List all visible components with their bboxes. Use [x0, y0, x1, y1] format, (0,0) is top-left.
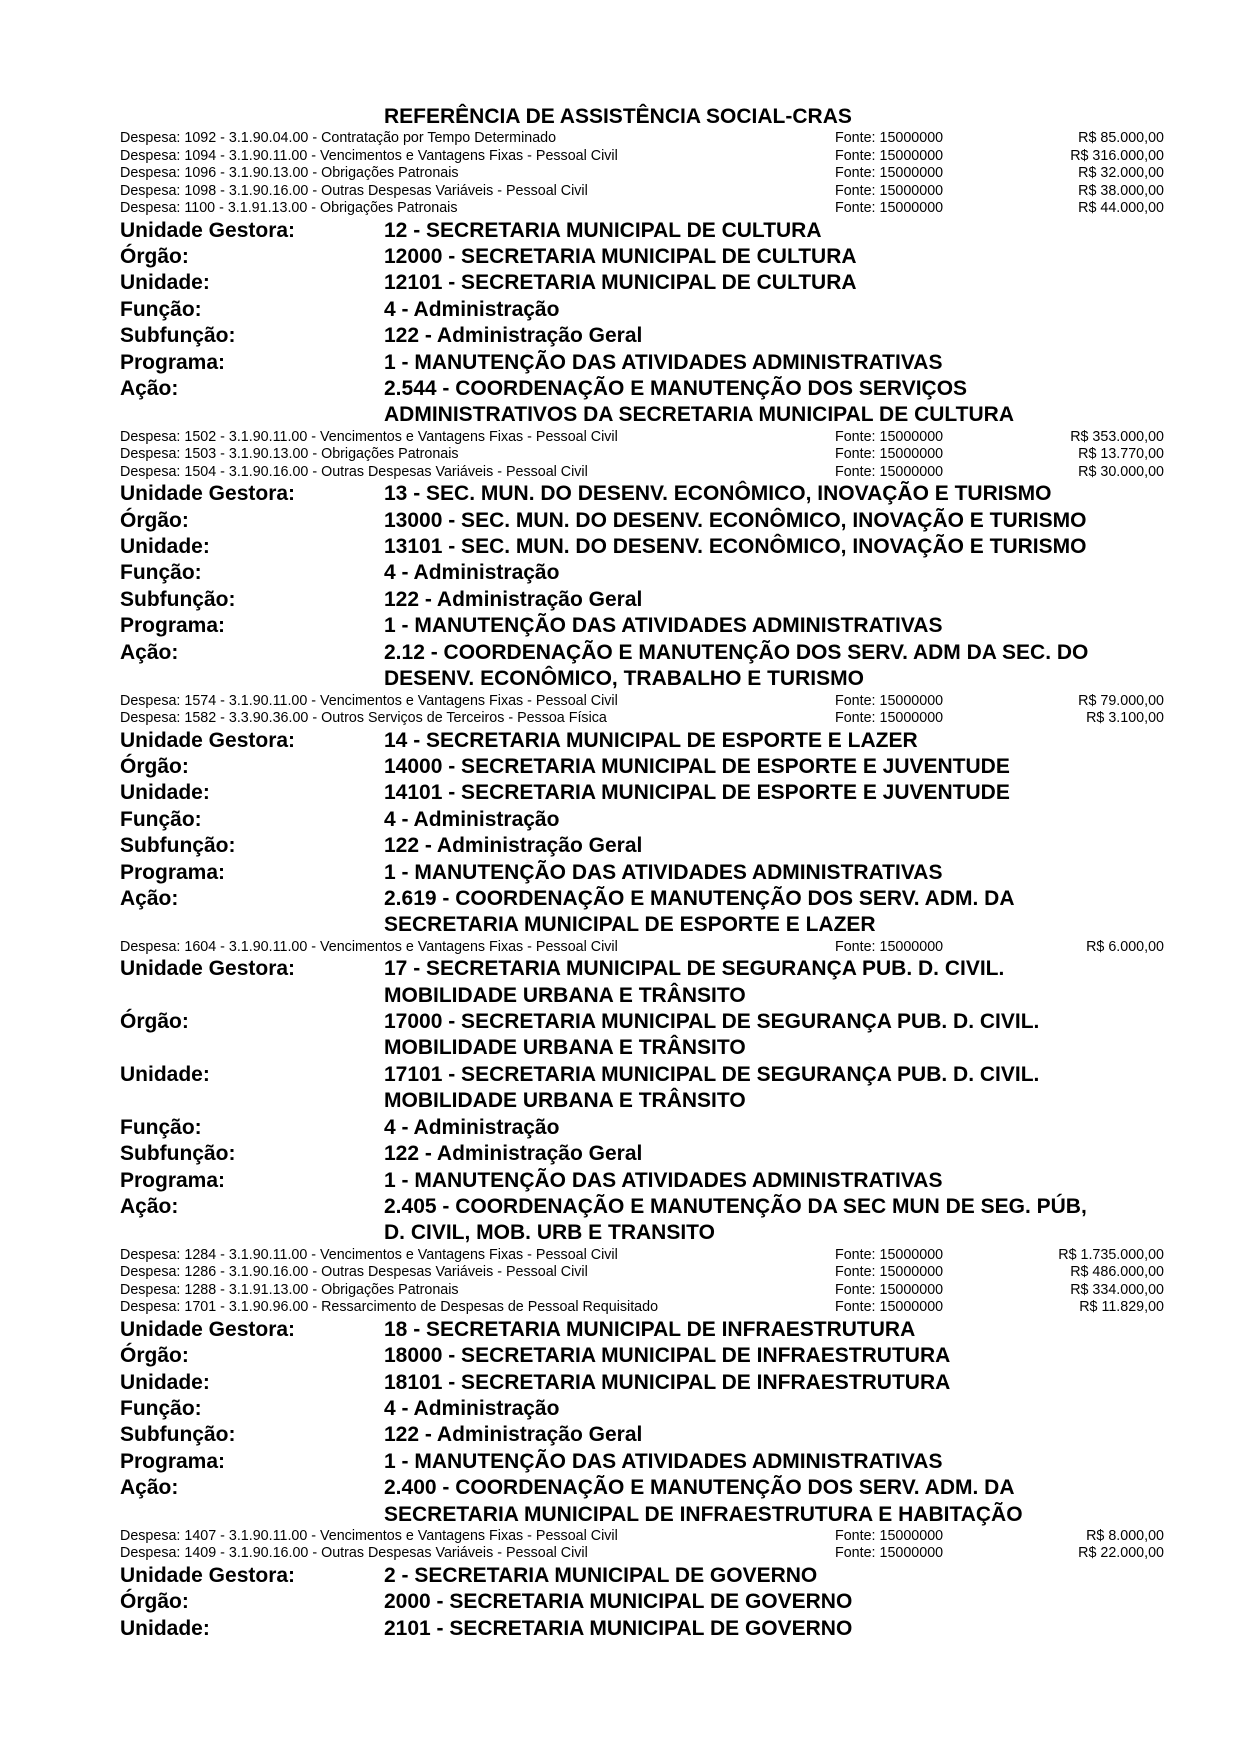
programa-value: 1 - MANUTENÇÃO DAS ATIVIDADES ADMINISTRATIVAS — [384, 614, 943, 638]
orgao-row — [120, 754, 1164, 780]
expense-description: Despesa: 1701 - 3.1.90.96.00 - Ressarcimento de Despesas de Pessoal Requisitado — [120, 1299, 659, 1316]
orgao-value: 2000 - SECRETARIA MUNICIPAL DE GOVERNO — [384, 1590, 853, 1614]
subfuncao-value: 122 - Administração Geral — [384, 324, 643, 348]
acao-label — [120, 1502, 384, 1528]
expense-description: Despesa: 1503 - 3.1.90.13.00 - Obrigações Patronais — [120, 446, 459, 463]
funcao-label: Função: — [120, 807, 202, 831]
unidade-row — [120, 1062, 1164, 1088]
orgao-row — [120, 1589, 1164, 1615]
orgao-value: MOBILIDADE URBANA E TRÂNSITO — [384, 1036, 746, 1060]
unidade-gestora-row — [120, 218, 1164, 244]
unidade-row — [120, 1370, 1164, 1396]
unidade-label: Unidade: — [120, 271, 210, 295]
programa-label: Programa: — [120, 1449, 226, 1473]
subfuncao-label: Subfunção: — [120, 587, 236, 611]
unidade-gestora-row — [120, 481, 1164, 507]
funcao-value: 4 - Administração — [384, 561, 560, 585]
acao-label: Ação: — [120, 1194, 179, 1218]
acao-label: Ação: — [120, 376, 179, 400]
unidade-gestora-label: Unidade Gestora: — [120, 957, 296, 981]
expense-source: Fonte: 15000000 — [835, 165, 944, 181]
subfuncao-label: Subfunção: — [120, 834, 236, 858]
unidade-gestora-label: Unidade Gestora: — [120, 218, 296, 242]
unidade-gestora-value: 17 - SECRETARIA MUNICIPAL DE SEGURANÇA PUB. D. CIVIL. — [384, 957, 1005, 981]
expense-source: Fonte: 15000000 — [835, 1545, 944, 1562]
orgao-row — [120, 1343, 1164, 1369]
acao-value: ADMINISTRATIVOS DA SECRETARIA MUNICIPAL DE CULTURA — [384, 403, 1014, 427]
funcao-label: Função: — [120, 1396, 202, 1420]
acao-row — [120, 640, 1164, 666]
programa-label: Programa: — [120, 860, 226, 884]
unidade-gestora-row — [120, 728, 1164, 754]
unidade-gestora-label: Unidade Gestora: — [120, 1563, 296, 1587]
funcao-row — [120, 297, 1164, 323]
acao-label — [120, 666, 384, 692]
unidade-gestora-label — [120, 983, 384, 1009]
expense-row — [120, 1528, 1164, 1546]
expense-amount: R$ 1.735.000,00 — [1058, 1246, 1164, 1263]
programa-row — [120, 1168, 1164, 1194]
orgao-label: Órgão: — [120, 1344, 189, 1368]
programa-label: Programa: — [120, 614, 226, 638]
unidade-value: 2101 - SECRETARIA MUNICIPAL DE GOVERNO — [384, 1616, 853, 1640]
acao-value: 2.400 - COORDENAÇÃO E MANUTENÇÃO DOS SERV. ADM. DA — [384, 1476, 1015, 1500]
subfuncao-label: Subfunção: — [120, 324, 236, 348]
expense-amount: R$ 44.000,00 — [1078, 200, 1164, 216]
orgao-label: Órgão: — [120, 1010, 189, 1034]
acao-row — [120, 1502, 1164, 1528]
orgao-label: Órgão: — [120, 754, 189, 778]
expense-description: Despesa: 1574 - 3.1.90.11.00 - Vencimentos e Vantagens Fixas - Pessoal Civil — [120, 692, 618, 709]
subfuncao-row — [120, 1422, 1164, 1448]
expense-amount: R$ 38.000,00 — [1078, 182, 1164, 199]
unidade-label: Unidade: — [120, 1062, 210, 1086]
expense-description: Despesa: 1098 - 3.1.90.16.00 - Outras Despesas Variáveis - Pessoal Civil — [120, 182, 588, 199]
orgao-label — [120, 1035, 384, 1061]
subfuncao-row — [120, 587, 1164, 613]
unidade-gestora-row — [120, 1317, 1164, 1343]
subfuncao-value: 122 - Administração Geral — [384, 587, 643, 611]
expense-row — [120, 200, 1164, 218]
expense-amount: R$ 13.770,00 — [1078, 446, 1164, 463]
orgao-label: Órgão: — [120, 244, 189, 268]
expense-row — [120, 1282, 1164, 1300]
budget-document — [120, 104, 1164, 1642]
expense-row — [120, 1247, 1164, 1265]
acao-row — [120, 886, 1164, 912]
orgao-row — [120, 1035, 1164, 1061]
subfuncao-value: 122 - Administração Geral — [384, 1423, 643, 1447]
unidade-label — [120, 1088, 384, 1114]
unidade-value: 14101 - SECRETARIA MUNICIPAL DE ESPORTE E JUVENTUDE — [384, 781, 1010, 805]
programa-value: 1 - MANUTENÇÃO DAS ATIVIDADES ADMINISTRATIVAS — [384, 350, 943, 374]
expense-description: Despesa: 1504 - 3.1.90.16.00 - Outras Despesas Variáveis - Pessoal Civil — [120, 463, 588, 480]
subfuncao-value: 122 - Administração Geral — [384, 834, 643, 858]
expense-row — [120, 1545, 1164, 1563]
expense-amount: R$ 11.829,00 — [1079, 1299, 1164, 1316]
acao-label: Ação: — [120, 886, 179, 910]
expense-description: Despesa: 1582 - 3.3.90.36.00 - Outros Serviços de Terceiros - Pessoa Física — [120, 710, 607, 726]
expense-amount: R$ 353.000,00 — [1070, 428, 1164, 445]
expense-source: Fonte: 15000000 — [835, 182, 944, 199]
programa-row — [120, 1449, 1164, 1475]
acao-label — [120, 1220, 384, 1246]
expense-amount: R$ 486.000,00 — [1070, 1264, 1164, 1281]
expense-source: Fonte: 15000000 — [835, 710, 944, 726]
acao-row — [120, 912, 1164, 938]
expense-description: Despesa: 1286 - 3.1.90.16.00 - Outras Despesas Variáveis - Pessoal Civil — [120, 1264, 588, 1281]
funcao-value: 4 - Administração — [384, 807, 560, 831]
unidade-row — [120, 780, 1164, 806]
orgao-value: 18000 - SECRETARIA MUNICIPAL DE INFRAESTRUTURA — [384, 1344, 951, 1368]
programa-label: Programa: — [120, 1168, 226, 1192]
acao-label — [120, 402, 384, 428]
orgao-row — [120, 508, 1164, 534]
programa-value: 1 - MANUTENÇÃO DAS ATIVIDADES ADMINISTRATIVAS — [384, 1168, 943, 1192]
acao-value: SECRETARIA MUNICIPAL DE INFRAESTRUTURA E HABITAÇÃO — [384, 1502, 1023, 1526]
expense-description: Despesa: 1604 - 3.1.90.11.00 - Vencimentos e Vantagens Fixas - Pessoal Civil — [120, 938, 618, 955]
unidade-row — [120, 270, 1164, 296]
budget-block — [120, 956, 1164, 1316]
expense-row — [120, 693, 1164, 711]
expense-row — [120, 710, 1164, 728]
expense-description: Despesa: 1409 - 3.1.90.16.00 - Outras Despesas Variáveis - Pessoal Civil — [120, 1545, 588, 1562]
funcao-row — [120, 1115, 1164, 1141]
acao-value: 2.619 - COORDENAÇÃO E MANUTENÇÃO DOS SERV. ADM. DA — [384, 886, 1015, 910]
expense-source: Fonte: 15000000 — [835, 200, 944, 216]
expense-amount: R$ 8.000,00 — [1086, 1527, 1164, 1544]
funcao-row — [120, 560, 1164, 586]
orgao-value: 12000 - SECRETARIA MUNICIPAL DE CULTURA — [384, 244, 857, 268]
orgao-row — [120, 1009, 1164, 1035]
unidade-label: Unidade: — [120, 535, 210, 559]
unidade-gestora-value: 2 - SECRETARIA MUNICIPAL DE GOVERNO — [384, 1563, 818, 1587]
orgao-label: Órgão: — [120, 508, 189, 532]
acao-label — [120, 912, 384, 938]
programa-label: Programa: — [120, 350, 226, 374]
expense-row — [120, 165, 1164, 183]
acao-value: D. CIVIL, MOB. URB E TRANSITO — [384, 1221, 715, 1245]
expense-source: Fonte: 15000000 — [835, 1281, 944, 1298]
acao-value: SECRETARIA MUNICIPAL DE ESPORTE E LAZER — [384, 913, 876, 937]
unidade-value: 17101 - SECRETARIA MUNICIPAL DE SEGURANÇA PUB. D. CIVIL. — [384, 1062, 1040, 1086]
expense-description: Despesa: 1100 - 3.1.91.13.00 - Obrigações Patronais — [120, 200, 458, 216]
unidade-value: 12101 - SECRETARIA MUNICIPAL DE CULTURA — [384, 271, 857, 295]
budget-block — [120, 218, 1164, 482]
expense-source: Fonte: 15000000 — [835, 1527, 944, 1544]
unidade-gestora-label: Unidade Gestora: — [120, 728, 296, 752]
expense-source: Fonte: 15000000 — [835, 147, 944, 164]
expense-row — [120, 130, 1164, 148]
expense-amount: R$ 32.000,00 — [1078, 165, 1164, 181]
acao-row — [120, 1475, 1164, 1501]
subfuncao-value: 122 - Administração Geral — [384, 1142, 643, 1166]
acao-row — [120, 376, 1164, 402]
orgao-value: 13000 - SEC. MUN. DO DESENV. ECONÔMICO, INOVAÇÃO E TURISMO — [384, 508, 1087, 532]
budget-block — [120, 481, 1164, 727]
expense-row — [120, 429, 1164, 447]
expense-source: Fonte: 15000000 — [835, 692, 944, 709]
acao-row — [120, 402, 1164, 428]
funcao-label: Função: — [120, 1115, 202, 1139]
subfuncao-label: Subfunção: — [120, 1423, 236, 1447]
unidade-row — [120, 1088, 1164, 1114]
unidade-gestora-label: Unidade Gestora: — [120, 482, 296, 506]
orgao-value: 17000 - SECRETARIA MUNICIPAL DE SEGURANÇA PUB. D. CIVIL. — [384, 1010, 1040, 1034]
unidade-gestora-row — [120, 956, 1164, 982]
budget-block — [120, 1563, 1164, 1642]
acao-value: 2.405 - COORDENAÇÃO E MANUTENÇÃO DA SEC MUN DE SEG. PÚB, — [384, 1194, 1087, 1218]
acao-row — [120, 1194, 1164, 1220]
expense-source: Fonte: 15000000 — [835, 1264, 944, 1281]
unidade-gestora-label: Unidade Gestora: — [120, 1317, 296, 1341]
unidade-value: 13101 - SEC. MUN. DO DESENV. ECONÔMICO, INOVAÇÃO E TURISMO — [384, 535, 1087, 559]
expense-row — [120, 183, 1164, 201]
unidade-gestora-value: 13 - SEC. MUN. DO DESENV. ECONÔMICO, INOVAÇÃO E TURISMO — [384, 482, 1052, 506]
expense-amount: R$ 3.100,00 — [1086, 710, 1164, 726]
subfuncao-label: Subfunção: — [120, 1142, 236, 1166]
expense-row — [120, 1264, 1164, 1282]
programa-value: 1 - MANUTENÇÃO DAS ATIVIDADES ADMINISTRATIVAS — [384, 1449, 943, 1473]
unidade-value: MOBILIDADE URBANA E TRÂNSITO — [384, 1089, 746, 1113]
unidade-gestora-value: 18 - SECRETARIA MUNICIPAL DE INFRAESTRUTURA — [384, 1317, 916, 1341]
expense-description: Despesa: 1502 - 3.1.90.11.00 - Vencimentos e Vantagens Fixas - Pessoal Civil — [120, 428, 618, 445]
funcao-row — [120, 807, 1164, 833]
unidade-gestora-row — [120, 983, 1164, 1009]
orgao-label: Órgão: — [120, 1590, 189, 1614]
programa-value: 1 - MANUTENÇÃO DAS ATIVIDADES ADMINISTRATIVAS — [384, 860, 943, 884]
expense-amount: R$ 30.000,00 — [1078, 463, 1164, 480]
expense-amount: R$ 79.000,00 — [1078, 692, 1164, 709]
funcao-label: Função: — [120, 297, 202, 321]
unidade-gestora-value: 12 - SECRETARIA MUNICIPAL DE CULTURA — [384, 218, 822, 242]
expense-description: Despesa: 1288 - 3.1.91.13.00 - Obrigações Patronais — [120, 1281, 459, 1298]
acao-value: 2.544 - COORDENAÇÃO E MANUTENÇÃO DOS SERVIÇOS — [384, 376, 968, 400]
acao-label: Ação: — [120, 1476, 179, 1500]
expense-description: Despesa: 1092 - 3.1.90.04.00 - Contratação por Tempo Determinado — [120, 130, 557, 146]
expense-amount: R$ 316.000,00 — [1070, 147, 1164, 164]
expense-amount: R$ 22.000,00 — [1078, 1545, 1164, 1562]
unidade-row — [120, 1616, 1164, 1642]
subfuncao-row — [120, 323, 1164, 349]
acao-label: Ação: — [120, 640, 179, 664]
expense-description: Despesa: 1094 - 3.1.90.11.00 - Vencimentos e Vantagens Fixas - Pessoal Civil — [120, 147, 618, 164]
expense-row — [120, 464, 1164, 482]
unidade-label: Unidade: — [120, 1616, 210, 1640]
orgao-row — [120, 244, 1164, 270]
expense-row — [120, 939, 1164, 957]
funcao-value: 4 - Administração — [384, 297, 560, 321]
expense-source: Fonte: 15000000 — [835, 428, 944, 445]
programa-row — [120, 860, 1164, 886]
subfuncao-row — [120, 833, 1164, 859]
programa-row — [120, 350, 1164, 376]
unidade-gestora-value: MOBILIDADE URBANA E TRÂNSITO — [384, 983, 746, 1007]
expense-amount: R$ 85.000,00 — [1078, 130, 1164, 146]
unidade-gestora-row — [120, 1563, 1164, 1589]
programa-row — [120, 613, 1164, 639]
budget-block — [120, 728, 1164, 957]
expense-source: Fonte: 15000000 — [835, 1246, 944, 1263]
expense-source: Fonte: 15000000 — [835, 1299, 944, 1316]
acao-row — [120, 666, 1164, 692]
unidade-label: Unidade: — [120, 1370, 210, 1394]
funcao-value: 4 - Administração — [384, 1115, 560, 1139]
section-title: REFERÊNCIA DE ASSISTÊNCIA SOCIAL-CRAS — [384, 105, 852, 128]
unidade-value: 18101 - SECRETARIA MUNICIPAL DE INFRAESTRUTURA — [384, 1370, 951, 1394]
acao-value: DESENV. ECONÔMICO, TRABALHO E TURISMO — [384, 667, 864, 691]
funcao-label: Função: — [120, 561, 202, 585]
funcao-value: 4 - Administração — [384, 1396, 560, 1420]
expense-amount: R$ 334.000,00 — [1070, 1281, 1164, 1298]
budget-block — [120, 1317, 1164, 1563]
orgao-value: 14000 - SECRETARIA MUNICIPAL DE ESPORTE E JUVENTUDE — [384, 754, 1010, 778]
funcao-row — [120, 1396, 1164, 1422]
unidade-row — [120, 534, 1164, 560]
expense-source: Fonte: 15000000 — [835, 938, 944, 955]
budget-blocks — [120, 218, 1164, 1643]
intro-expense-list — [120, 130, 1164, 218]
acao-row — [120, 1220, 1164, 1246]
expense-row — [120, 148, 1164, 166]
expense-source: Fonte: 15000000 — [835, 463, 944, 480]
expense-description: Despesa: 1407 - 3.1.90.11.00 - Vencimentos e Vantagens Fixas - Pessoal Civil — [120, 1527, 618, 1544]
subfuncao-row — [120, 1141, 1164, 1167]
expense-source: Fonte: 15000000 — [835, 130, 944, 146]
unidade-label: Unidade: — [120, 781, 210, 805]
expense-description: Despesa: 1096 - 3.1.90.13.00 - Obrigações Patronais — [120, 165, 459, 181]
expense-row — [120, 1299, 1164, 1317]
expense-amount: R$ 6.000,00 — [1086, 938, 1164, 955]
expense-row — [120, 446, 1164, 464]
expense-source: Fonte: 15000000 — [835, 446, 944, 463]
unidade-gestora-value: 14 - SECRETARIA MUNICIPAL DE ESPORTE E LAZER — [384, 728, 918, 752]
expense-description: Despesa: 1284 - 3.1.90.11.00 - Vencimentos e Vantagens Fixas - Pessoal Civil — [120, 1246, 618, 1263]
acao-value: 2.12 - COORDENAÇÃO E MANUTENÇÃO DOS SERV. ADM DA SEC. DO — [384, 640, 1089, 664]
